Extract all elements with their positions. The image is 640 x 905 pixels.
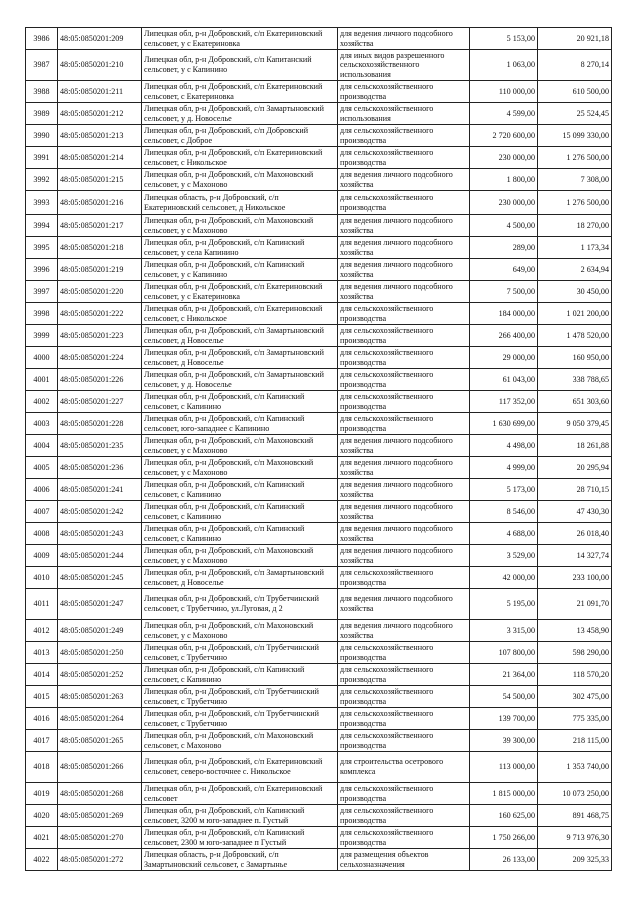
cadastral-number-cell: 48:05:0850201:220 <box>58 281 142 303</box>
cadastral-number-cell: 48:05:0850201:227 <box>58 391 142 413</box>
permitted-use-cell: для сельскохозяйственного производства <box>338 783 470 805</box>
cadastral-number-cell: 48:05:0850201:214 <box>58 147 142 169</box>
row-number-cell: 4022 <box>26 849 58 871</box>
permitted-use-cell: для ведения личного подсобного хозяйства <box>338 501 470 523</box>
address-cell: Липецкая обл, р-н Добровский, с/п Махоновский сельсовет, у с Махоново <box>142 545 338 567</box>
cadastral-cost-cell: 598 290,00 <box>538 642 612 664</box>
table-row <box>26 281 612 303</box>
cadastral-cost-cell: 20 921,18 <box>538 28 612 50</box>
permitted-use-cell: для сельскохозяйственного производства <box>338 827 470 849</box>
cadastral-number-cell: 48:05:0850201:270 <box>58 827 142 849</box>
cadastral-cost-cell: 25 524,45 <box>538 103 612 125</box>
address-cell: Липецкая обл, р-н Добровский, с/п Екатериновский сельсовет, с Никольское <box>142 147 338 169</box>
row-number-cell: 4000 <box>26 347 58 369</box>
permitted-use-cell: для сельскохозяйственного производства <box>338 664 470 686</box>
cadastral-cost-cell: 10 073 250,00 <box>538 783 612 805</box>
row-number-cell: 4016 <box>26 708 58 730</box>
cadastral-number-cell: 48:05:0850201:265 <box>58 730 142 752</box>
table-row <box>26 730 612 752</box>
cadastral-cost-cell: 2 634,94 <box>538 259 612 281</box>
address-cell: Липецкая обл, р-н Добровский, с/п Капинский сельсовет, с Капинино <box>142 501 338 523</box>
cadastral-number-cell: 48:05:0850201:250 <box>58 642 142 664</box>
cadastral-cost-cell: 891 468,75 <box>538 805 612 827</box>
permitted-use-cell: для ведения личного подсобного хозяйства <box>338 545 470 567</box>
area-value-cell: 230 000,00 <box>470 191 538 215</box>
table-row <box>26 664 612 686</box>
row-number-cell: 3999 <box>26 325 58 347</box>
table-row <box>26 28 612 50</box>
row-number-cell: 4007 <box>26 501 58 523</box>
address-cell: Липецкая обл, р-н Добровский, с/п Замартыновский сельсовет, д Новоселье <box>142 325 338 347</box>
table-row <box>26 589 612 620</box>
area-value-cell: 29 000,00 <box>470 347 538 369</box>
address-cell: Липецкая обл, р-н Добровский, с/п Замартыновский сельсовет, д Новоселье <box>142 347 338 369</box>
permitted-use-cell: для сельскохозяйственного производства <box>338 413 470 435</box>
cadastral-number-cell: 48:05:0850201:269 <box>58 805 142 827</box>
table-row <box>26 413 612 435</box>
address-cell: Липецкая обл, р-н Добровский, с/п Махоновский сельсовет, у с Махоново <box>142 457 338 479</box>
row-number-cell: 4011 <box>26 589 58 620</box>
cadastral-cost-cell: 1 353 740,00 <box>538 752 612 783</box>
area-value-cell: 107 800,00 <box>470 642 538 664</box>
area-value-cell: 4 999,00 <box>470 457 538 479</box>
row-number-cell: 4001 <box>26 369 58 391</box>
cadastral-number-cell: 48:05:0850201:263 <box>58 686 142 708</box>
permitted-use-cell: для сельскохозяйственного производства <box>338 191 470 215</box>
cadastral-cost-cell: 20 295,94 <box>538 457 612 479</box>
address-cell: Липецкая обл, р-н Добровский, с/п Трубетчинский сельсовет, с Трубетчино <box>142 686 338 708</box>
permitted-use-cell: для ведения личного подсобного хозяйства <box>338 523 470 545</box>
table-row <box>26 501 612 523</box>
row-number-cell: 4002 <box>26 391 58 413</box>
cadastral-cost-cell: 1 173,34 <box>538 237 612 259</box>
area-value-cell: 110 000,00 <box>470 81 538 103</box>
area-value-cell: 4 500,00 <box>470 215 538 237</box>
area-value-cell: 113 000,00 <box>470 752 538 783</box>
table-row <box>26 169 612 191</box>
permitted-use-cell: для сельскохозяйственного производства <box>338 686 470 708</box>
cadastral-cost-cell: 610 500,00 <box>538 81 612 103</box>
row-number-cell: 4020 <box>26 805 58 827</box>
address-cell: Липецкая область, р-н Добровский, с/п Замартыновский сельсовет, с Замартынье <box>142 849 338 871</box>
permitted-use-cell: для сельскохозяйственного производства <box>338 81 470 103</box>
permitted-use-cell: для ведения личного подсобного хозяйства <box>338 620 470 642</box>
permitted-use-cell: для ведения личного подсобного хозяйства <box>338 457 470 479</box>
address-cell: Липецкая обл, р-н Добровский, с/п Екатериновский сельсовет, с Никольское <box>142 303 338 325</box>
cadastral-cost-cell: 1 478 520,00 <box>538 325 612 347</box>
cadastral-number-cell: 48:05:0850201:252 <box>58 664 142 686</box>
table-row <box>26 81 612 103</box>
cadastral-cost-cell: 1 276 500,00 <box>538 191 612 215</box>
cadastral-number-cell: 48:05:0850201:216 <box>58 191 142 215</box>
table-row <box>26 479 612 501</box>
row-number-cell: 4018 <box>26 752 58 783</box>
permitted-use-cell: для сельскохозяйственного производства <box>338 325 470 347</box>
table-row <box>26 237 612 259</box>
address-cell: Липецкая обл, р-н Добровский, с/п Махоновский сельсовет, у с Махоново <box>142 169 338 191</box>
area-value-cell: 3 315,00 <box>470 620 538 642</box>
area-value-cell: 5 173,00 <box>470 479 538 501</box>
area-value-cell: 5 195,00 <box>470 589 538 620</box>
address-cell: Липецкая обл, р-н Добровский, с/п Капинский сельсовет, у с Капинино <box>142 259 338 281</box>
row-number-cell: 4003 <box>26 413 58 435</box>
area-value-cell: 649,00 <box>470 259 538 281</box>
row-number-cell: 4008 <box>26 523 58 545</box>
row-number-cell: 4014 <box>26 664 58 686</box>
cadastral-number-cell: 48:05:0850201:223 <box>58 325 142 347</box>
cadastral-cost-cell: 15 099 330,00 <box>538 125 612 147</box>
row-number-cell: 3989 <box>26 103 58 125</box>
address-cell: Липецкая обл, р-н Добровский, с/п Капинский сельсовет, 3200 м юго-западнее п. Густый <box>142 805 338 827</box>
cadastral-number-cell: 48:05:0850201:209 <box>58 28 142 50</box>
table-row <box>26 435 612 457</box>
table-row <box>26 259 612 281</box>
address-cell: Липецкая обл, р-н Добровский, с/п Екатериновский сельсовет, у с Екатериновка <box>142 281 338 303</box>
cadastral-cost-cell: 651 303,60 <box>538 391 612 413</box>
table-row <box>26 849 612 871</box>
cadastral-number-cell: 48:05:0850201:213 <box>58 125 142 147</box>
row-number-cell: 4012 <box>26 620 58 642</box>
address-cell: Липецкая обл, р-н Добровский, с/п Капинский сельсовет, 2300 м юго-западнее п Густый <box>142 827 338 849</box>
address-cell: Липецкая область, р-н Добровский, с/п Екатериновский сельсовет, д Никольское <box>142 191 338 215</box>
cadastral-cost-cell: 13 458,90 <box>538 620 612 642</box>
permitted-use-cell: для ведения личного подсобного хозяйства <box>338 169 470 191</box>
cadastral-cost-cell: 14 327,74 <box>538 545 612 567</box>
area-value-cell: 4 599,00 <box>470 103 538 125</box>
row-number-cell: 4015 <box>26 686 58 708</box>
row-number-cell: 3988 <box>26 81 58 103</box>
row-number-cell: 4006 <box>26 479 58 501</box>
address-cell: Липецкая обл, р-н Добровский, с/п Махоновский сельсовет, у с Махоново <box>142 215 338 237</box>
area-value-cell: 117 352,00 <box>470 391 538 413</box>
row-number-cell: 3986 <box>26 28 58 50</box>
permitted-use-cell: для сельскохозяйственного производства <box>338 303 470 325</box>
permitted-use-cell: для сельскохозяйственного производства <box>338 391 470 413</box>
cadastral-number-cell: 48:05:0850201:268 <box>58 783 142 805</box>
address-cell: Липецкая обл, р-н Добровский, с/п Екатериновский сельсовет <box>142 783 338 805</box>
row-number-cell: 3995 <box>26 237 58 259</box>
cadastral-cost-cell: 1 021 200,00 <box>538 303 612 325</box>
cadastral-cost-cell: 9 050 379,45 <box>538 413 612 435</box>
table-row <box>26 369 612 391</box>
area-value-cell: 160 625,00 <box>470 805 538 827</box>
permitted-use-cell: для ведения личного подсобного хозяйства <box>338 215 470 237</box>
table-row <box>26 303 612 325</box>
address-cell: Липецкая обл, р-н Добровский, с/п Капинский сельсовет, юго-западнее с Капинино <box>142 413 338 435</box>
permitted-use-cell: для сельскохозяйственного производства <box>338 347 470 369</box>
address-cell: Липецкая обл, р-н Добровский, с/п Трубетчинский сельсовет, с Трубетчино <box>142 708 338 730</box>
area-value-cell: 1 815 000,00 <box>470 783 538 805</box>
table-row <box>26 347 612 369</box>
cadastral-number-cell: 48:05:0850201:218 <box>58 237 142 259</box>
address-cell: Липецкая обл, р-н Добровский, с/п Добровский сельсовет, с Доброе <box>142 125 338 147</box>
cadastral-number-cell: 48:05:0850201:210 <box>58 50 142 81</box>
area-value-cell: 139 700,00 <box>470 708 538 730</box>
cadastral-cost-cell: 8 270,14 <box>538 50 612 81</box>
cadastral-cost-cell: 209 325,33 <box>538 849 612 871</box>
cadastral-number-cell: 48:05:0850201:219 <box>58 259 142 281</box>
address-cell: Липецкая обл, р-н Добровский, с/п Екатериновский сельсовет, северо-восточнее с. Никольское <box>142 752 338 783</box>
row-number-cell: 3987 <box>26 50 58 81</box>
row-number-cell: 4005 <box>26 457 58 479</box>
row-number-cell: 4013 <box>26 642 58 664</box>
address-cell: Липецкая обл, р-н Добровский, с/п Екатериновский сельсовет, у с Екатериновка <box>142 28 338 50</box>
cadastral-cost-cell: 233 100,00 <box>538 567 612 589</box>
row-number-cell: 4004 <box>26 435 58 457</box>
address-cell: Липецкая обл, р-н Добровский, с/п Капинский сельсовет, у села Капинино <box>142 237 338 259</box>
cadastral-cost-cell: 7 308,00 <box>538 169 612 191</box>
cadastral-cost-cell: 775 335,00 <box>538 708 612 730</box>
permitted-use-cell: для ведения личного подсобного хозяйства <box>338 281 470 303</box>
address-cell: Липецкая обл, р-н Добровский, с/п Махоновский сельсовет, у с Махоново <box>142 435 338 457</box>
table-row <box>26 457 612 479</box>
row-number-cell: 4010 <box>26 567 58 589</box>
area-value-cell: 7 500,00 <box>470 281 538 303</box>
permitted-use-cell: для ведения личного подсобного хозяйства <box>338 589 470 620</box>
permitted-use-cell: для сельскохозяйственного производства <box>338 369 470 391</box>
cadastral-cost-cell: 218 115,00 <box>538 730 612 752</box>
area-value-cell: 230 000,00 <box>470 147 538 169</box>
cadastral-number-cell: 48:05:0850201:211 <box>58 81 142 103</box>
row-number-cell: 3992 <box>26 169 58 191</box>
land-plots-table-page <box>25 27 611 871</box>
cadastral-number-cell: 48:05:0850201:228 <box>58 413 142 435</box>
cadastral-cost-cell: 18 261,88 <box>538 435 612 457</box>
area-value-cell: 39 300,00 <box>470 730 538 752</box>
cadastral-cost-cell: 21 091,70 <box>538 589 612 620</box>
table-row <box>26 215 612 237</box>
permitted-use-cell: для сельскохозяйственного использования <box>338 103 470 125</box>
address-cell: Липецкая обл, р-н Добровский, с/п Махоновский сельсовет, с Махоново <box>142 730 338 752</box>
table-row <box>26 147 612 169</box>
area-value-cell: 42 000,00 <box>470 567 538 589</box>
cadastral-number-cell: 48:05:0850201:243 <box>58 523 142 545</box>
row-number-cell: 4017 <box>26 730 58 752</box>
area-value-cell: 2 720 600,00 <box>470 125 538 147</box>
cadastral-number-cell: 48:05:0850201:222 <box>58 303 142 325</box>
cadastral-number-cell: 48:05:0850201:224 <box>58 347 142 369</box>
area-value-cell: 266 400,00 <box>470 325 538 347</box>
address-cell: Липецкая обл, р-н Добровский, с/п Трубетчинский сельсовет, с Трубетчино <box>142 642 338 664</box>
table-row <box>26 191 612 215</box>
row-number-cell: 3991 <box>26 147 58 169</box>
area-value-cell: 4 498,00 <box>470 435 538 457</box>
table-row <box>26 545 612 567</box>
cadastral-cost-cell: 47 430,30 <box>538 501 612 523</box>
row-number-cell: 4021 <box>26 827 58 849</box>
permitted-use-cell: для сельскохозяйственного производства <box>338 708 470 730</box>
row-number-cell: 3997 <box>26 281 58 303</box>
table-row <box>26 642 612 664</box>
cadastral-cost-cell: 18 270,00 <box>538 215 612 237</box>
cadastral-cost-cell: 302 475,00 <box>538 686 612 708</box>
table-body <box>26 28 612 871</box>
permitted-use-cell: для сельскохозяйственного производства <box>338 730 470 752</box>
area-value-cell: 26 133,00 <box>470 849 538 871</box>
cadastral-cost-cell: 30 450,00 <box>538 281 612 303</box>
permitted-use-cell: для ведения личного подсобного хозяйства <box>338 237 470 259</box>
permitted-use-cell: для сельскохозяйственного производства <box>338 125 470 147</box>
cadastral-number-cell: 48:05:0850201:245 <box>58 567 142 589</box>
table-row <box>26 567 612 589</box>
permitted-use-cell: для иных видов разрешенного сельскохозяйственного использования <box>338 50 470 81</box>
row-number-cell: 3996 <box>26 259 58 281</box>
table-row <box>26 805 612 827</box>
cadastral-cost-cell: 160 950,00 <box>538 347 612 369</box>
row-number-cell: 4009 <box>26 545 58 567</box>
cadastral-number-cell: 48:05:0850201:241 <box>58 479 142 501</box>
cadastral-number-cell: 48:05:0850201:244 <box>58 545 142 567</box>
address-cell: Липецкая обл, р-н Добровский, с/п Капитанский сельсовет, у с Капинино <box>142 50 338 81</box>
area-value-cell: 184 000,00 <box>470 303 538 325</box>
permitted-use-cell: для ведения личного подсобного хозяйства <box>338 435 470 457</box>
permitted-use-cell: для ведения личного подсобного хозяйства <box>338 28 470 50</box>
cadastral-number-cell: 48:05:0850201:236 <box>58 457 142 479</box>
table-row <box>26 125 612 147</box>
area-value-cell: 21 364,00 <box>470 664 538 686</box>
area-value-cell: 3 529,00 <box>470 545 538 567</box>
permitted-use-cell: для сельскохозяйственного производства <box>338 805 470 827</box>
row-number-cell: 3990 <box>26 125 58 147</box>
table-row <box>26 620 612 642</box>
cadastral-number-cell: 48:05:0850201:212 <box>58 103 142 125</box>
cadastral-number-cell: 48:05:0850201:249 <box>58 620 142 642</box>
address-cell: Липецкая обл, р-н Добровский, с/п Махоновский сельсовет, у с Махоново <box>142 620 338 642</box>
address-cell: Липецкая обл, р-н Добровский, с/п Капинский сельсовет, с Капинино <box>142 664 338 686</box>
address-cell: Липецкая обл, р-н Добровский, с/п Капинский сельсовет, с Капинино <box>142 523 338 545</box>
area-value-cell: 4 688,00 <box>470 523 538 545</box>
cadastral-cost-cell: 1 276 500,00 <box>538 147 612 169</box>
area-value-cell: 61 043,00 <box>470 369 538 391</box>
area-value-cell: 1 630 699,00 <box>470 413 538 435</box>
table-row <box>26 686 612 708</box>
cadastral-number-cell: 48:05:0850201:266 <box>58 752 142 783</box>
cadastral-number-cell: 48:05:0850201:217 <box>58 215 142 237</box>
cadastral-number-cell: 48:05:0850201:242 <box>58 501 142 523</box>
permitted-use-cell: для ведения личного подсобного хозяйства <box>338 259 470 281</box>
permitted-use-cell: для ведения личного подсобного хозяйства <box>338 479 470 501</box>
cadastral-number-cell: 48:05:0850201:215 <box>58 169 142 191</box>
cadastral-cost-cell: 28 710,15 <box>538 479 612 501</box>
area-value-cell: 54 500,00 <box>470 686 538 708</box>
permitted-use-cell: для сельскохозяйственного производства <box>338 642 470 664</box>
land-plots-table <box>25 27 612 871</box>
permitted-use-cell: для сельскохозяйственного производства <box>338 147 470 169</box>
cadastral-cost-cell: 338 788,65 <box>538 369 612 391</box>
cadastral-cost-cell: 26 018,40 <box>538 523 612 545</box>
cadastral-cost-cell: 118 570,20 <box>538 664 612 686</box>
table-row <box>26 50 612 81</box>
table-row <box>26 325 612 347</box>
table-row <box>26 708 612 730</box>
permitted-use-cell: для строительства осетрового комплекса <box>338 752 470 783</box>
table-row <box>26 752 612 783</box>
area-value-cell: 1 800,00 <box>470 169 538 191</box>
area-value-cell: 1 750 266,00 <box>470 827 538 849</box>
row-number-cell: 4019 <box>26 783 58 805</box>
address-cell: Липецкая обл, р-н Добровский, с/п Капинский сельсовет, с Капинино <box>142 479 338 501</box>
row-number-cell: 3993 <box>26 191 58 215</box>
cadastral-number-cell: 48:05:0850201:247 <box>58 589 142 620</box>
address-cell: Липецкая обл, р-н Добровский, с/п Замартыновский сельсовет, у д. Новоселье <box>142 369 338 391</box>
table-row <box>26 103 612 125</box>
cadastral-number-cell: 48:05:0850201:226 <box>58 369 142 391</box>
row-number-cell: 3998 <box>26 303 58 325</box>
permitted-use-cell: для сельскохозяйственного производства <box>338 567 470 589</box>
area-value-cell: 8 546,00 <box>470 501 538 523</box>
address-cell: Липецкая обл, р-н Добровский, с/п Трубетчинский сельсовет, с Трубетчино, ул.Луговая, д 2 <box>142 589 338 620</box>
address-cell: Липецкая обл, р-н Добровский, с/п Екатериновский сельсовет, с Екатериновка <box>142 81 338 103</box>
area-value-cell: 5 153,00 <box>470 28 538 50</box>
address-cell: Липецкая обл, р-н Добровский, с/п Замартыновский сельсовет, у д. Новоселье <box>142 103 338 125</box>
address-cell: Липецкая обл, р-н Добровский, с/п Замартыновский сельсовет, д Новоселье <box>142 567 338 589</box>
cadastral-cost-cell: 9 713 976,30 <box>538 827 612 849</box>
permitted-use-cell: для размещения объектов сельхозназначения <box>338 849 470 871</box>
cadastral-number-cell: 48:05:0850201:272 <box>58 849 142 871</box>
area-value-cell: 1 063,00 <box>470 50 538 81</box>
address-cell: Липецкая обл, р-н Добровский, с/п Капинский сельсовет, с Капинино <box>142 391 338 413</box>
table-row <box>26 783 612 805</box>
cadastral-number-cell: 48:05:0850201:264 <box>58 708 142 730</box>
cadastral-number-cell: 48:05:0850201:235 <box>58 435 142 457</box>
table-row <box>26 827 612 849</box>
table-row <box>26 523 612 545</box>
area-value-cell: 289,00 <box>470 237 538 259</box>
table-row <box>26 391 612 413</box>
row-number-cell: 3994 <box>26 215 58 237</box>
